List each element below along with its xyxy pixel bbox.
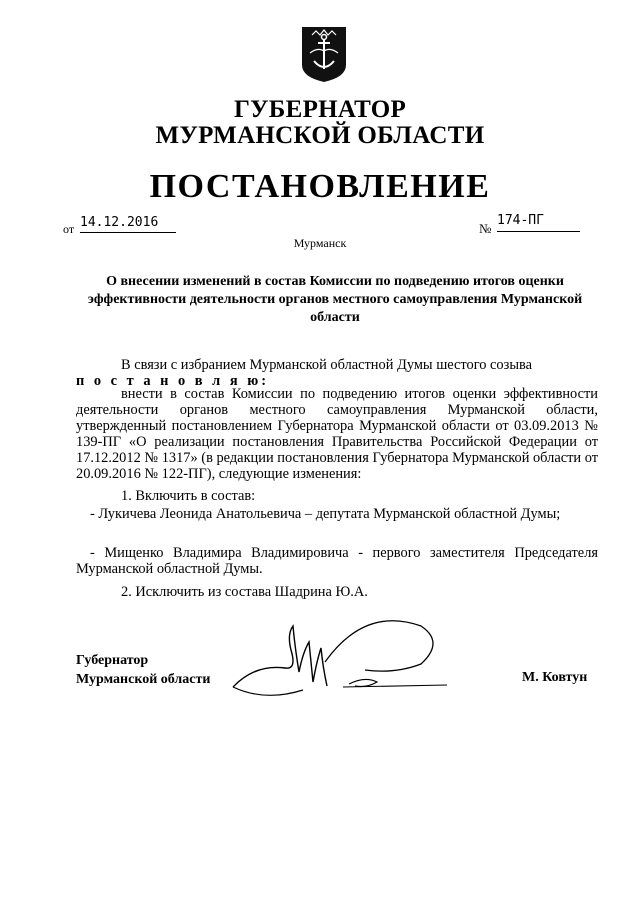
decree-word: п о с т а н о в л я ю:	[76, 373, 270, 389]
coat-of-arms-emblem	[300, 25, 348, 83]
signatory-title-line2: Мурманской области	[76, 672, 211, 687]
city-name: Мурманск	[293, 236, 347, 250]
signatory-title	[76, 651, 210, 689]
item-1-entry-b: - Мищенко Владимира Владимировича - первого заместителя Председателя Мурманской областной Думы.	[76, 545, 598, 577]
item-1-entry-a: - Лукичева Леонида Анатольевича – депутата Мурманской областной Думы;	[90, 506, 561, 522]
signatory-title-line1: Губернатор	[76, 653, 149, 668]
document-type-heading: ПОСТАНОВЛЕНИЕ	[149, 168, 491, 205]
signatory-name: М. Ковтун	[522, 670, 588, 685]
document-number: 174-ПГ	[497, 213, 580, 232]
issuer-title-line2: МУРМАНСКОЙ ОБЛАСТИ	[155, 122, 485, 149]
issuer-title-line1: ГУБЕРНАТОР	[233, 96, 407, 123]
date-label: от	[63, 222, 75, 236]
intro-paragraph	[76, 357, 598, 373]
handwritten-signature	[225, 612, 455, 707]
item-1: 1. Включить в состав:	[121, 488, 256, 504]
document-date: 14.12.2016	[80, 215, 176, 233]
main-paragraph: внести в состав Комиссии по подведению итогов оценки эффективности деятельности органов местного самоуправления Мурманской области, утвержденный постановлением Губернатора Мурманской области от 03.09.2013 № 139-ПГ «О реализации постановления Правительства Российской Федерации от 17.12.2012 № 1317» (в редакции постановления Губернатора Мурманской области от 20.09.2016 № 122-ПГ), следующие изменения:	[76, 386, 598, 482]
item-2: 2. Исключить из состава Шадрина Ю.А.	[121, 584, 368, 600]
number-label: №	[479, 221, 492, 236]
document-subject: О внесении изменений в состав Комиссии по подведению итогов оценки эффективности деятельности органов местного самоуправления Мурманской области	[87, 274, 583, 325]
intro-text: В связи с избранием Мурманской областной Думы шестого созыва	[121, 357, 532, 373]
